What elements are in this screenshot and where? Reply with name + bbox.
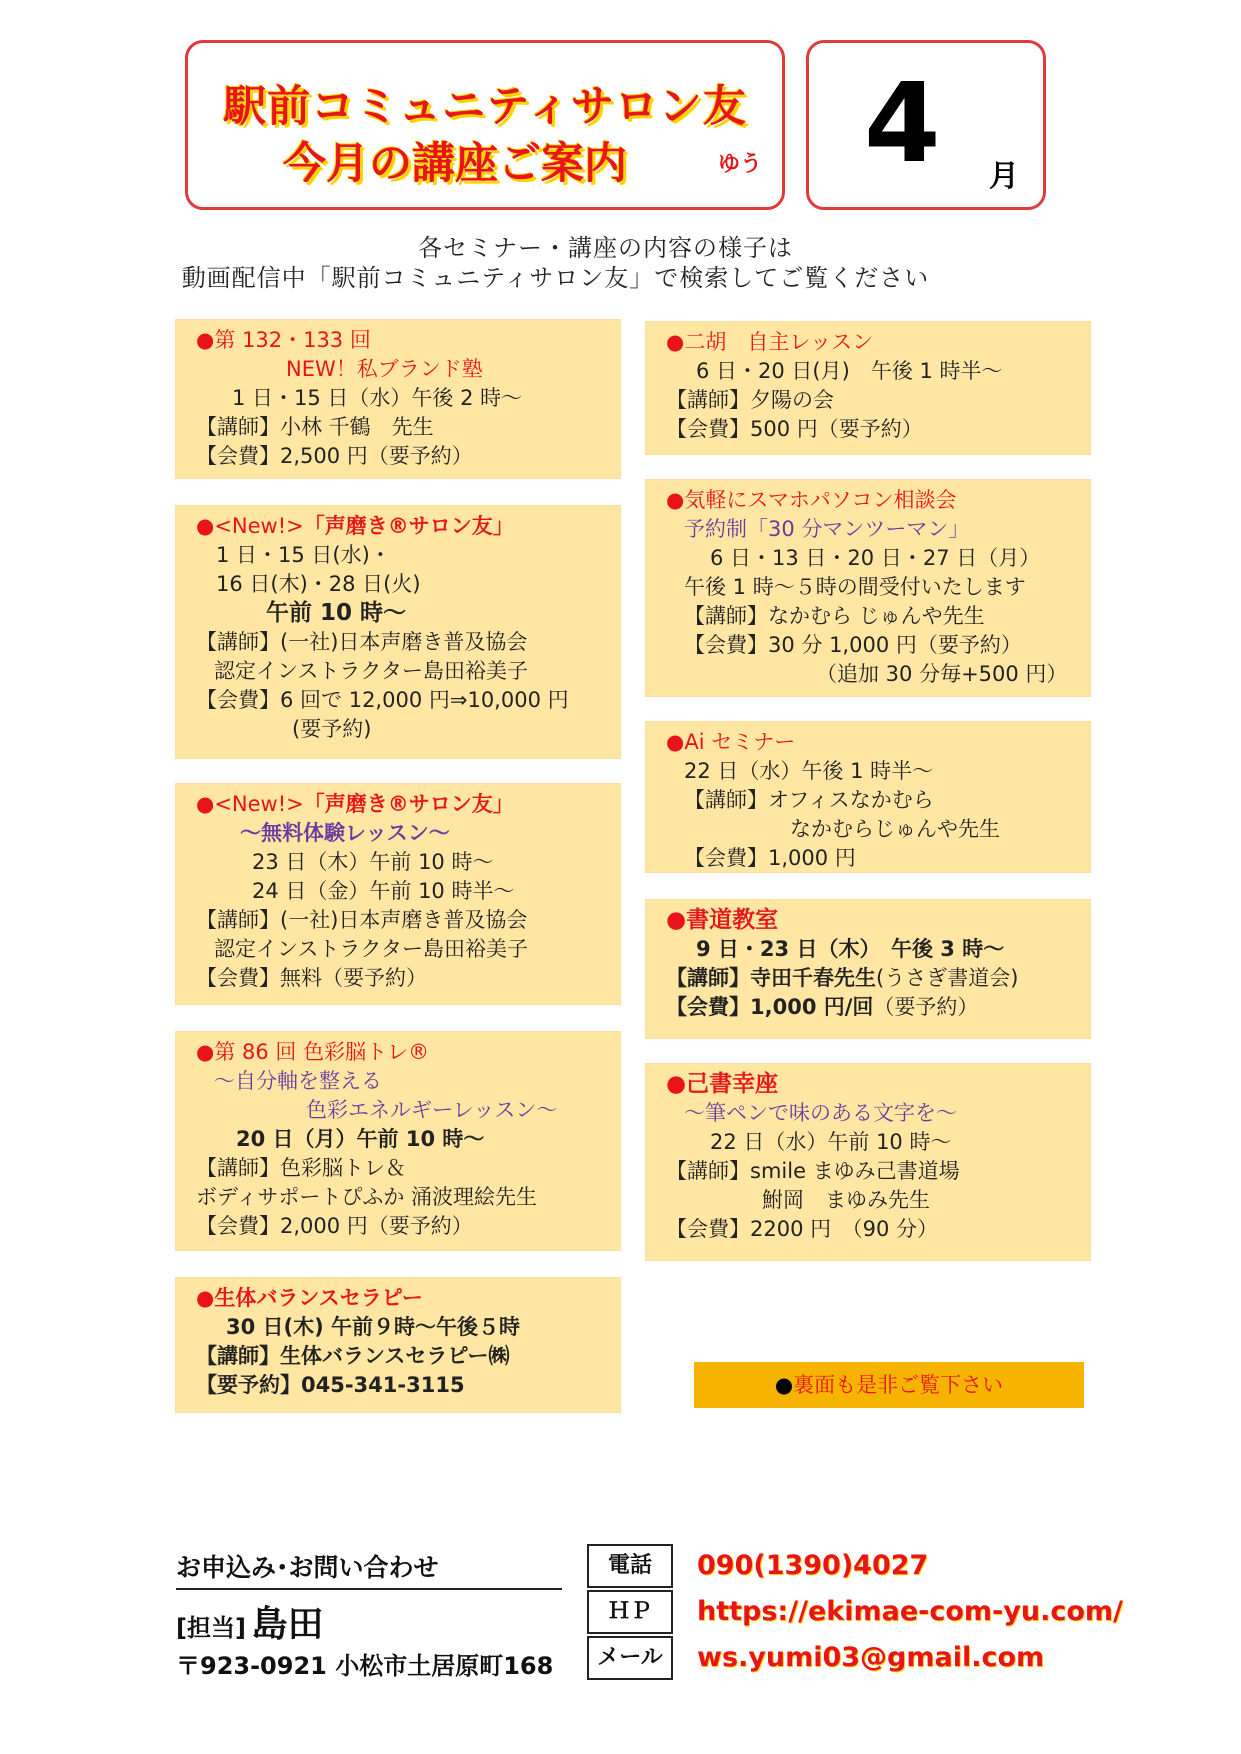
course-fee: 【会費】1,000 円 bbox=[684, 846, 856, 870]
course-fee: 【会費】1,000 円/回 bbox=[666, 995, 874, 1019]
course-teacher: 【講師】色彩脳トレ＆ bbox=[196, 1156, 406, 1180]
course-teacher-note: (うさぎ書道会) bbox=[876, 966, 1019, 990]
course-fee: 【会費】2,000 円（要予約） bbox=[196, 1214, 473, 1238]
course-date: 1 日・15 日（水）午後 2 時～ bbox=[232, 386, 523, 410]
course-title: ●気軽にスマホパソコン相談会 bbox=[666, 488, 957, 512]
title-line2: 今月の講座ご案内 bbox=[283, 139, 627, 189]
month-box bbox=[806, 40, 1046, 210]
email-label: メール bbox=[587, 1636, 673, 1680]
course-date: 16 日(木)・28 日(火) bbox=[216, 572, 421, 596]
course-date: 1 日・15 日(水)・ bbox=[216, 543, 391, 567]
course-time: 午後 1 時～５時の間受付いたします bbox=[684, 575, 1026, 599]
back-side-note-text: 裏面も是非ご覧下さい bbox=[793, 1373, 1004, 1397]
bullet-icon: ● bbox=[196, 792, 215, 816]
course-card-calligraphy bbox=[646, 900, 1090, 1038]
footer-address: 〒923-0921 小松市土居原町168 bbox=[176, 1652, 554, 1680]
course-fee: 【会費】無料（要予約） bbox=[196, 966, 427, 990]
person-name: 島田 bbox=[251, 1604, 324, 1645]
course-card-brand bbox=[176, 320, 620, 478]
course-teacher: 【講師】(一社)日本声磨き普及協会 bbox=[196, 908, 528, 932]
course-card-color bbox=[176, 1032, 620, 1250]
course-date: 22 日（水）午前 10 時～ bbox=[710, 1130, 952, 1154]
course-title: ●二胡 自主レッスン bbox=[666, 330, 874, 354]
course-fee: 【会費】30 分 1,000 円（要予約） bbox=[684, 633, 1022, 657]
person-prefix: [担当] bbox=[176, 1614, 246, 1642]
course-title: ●己書幸座 bbox=[666, 1071, 779, 1097]
intro-line2: 動画配信中「駅前コミュニティサロン友」で検索してご覧ください bbox=[181, 264, 930, 292]
bullet-icon: ● bbox=[774, 1373, 794, 1397]
course-teacher: 認定インストラクター島田裕美子 bbox=[214, 937, 528, 961]
course-teacher: 【講師】夕陽の会 bbox=[666, 388, 834, 412]
course-teacher: 【講師】(一社)日本声磨き普及協会 bbox=[196, 630, 528, 654]
course-card-smartphone bbox=[646, 480, 1090, 696]
title-box bbox=[185, 40, 785, 210]
month-number: 4 bbox=[864, 59, 941, 187]
course-teacher: 鮒岡 まゆみ先生 bbox=[762, 1188, 930, 1212]
course-subtitle: ～自分軸を整える bbox=[214, 1069, 382, 1093]
course-teacher: 【講師】オフィスなかむら bbox=[684, 788, 934, 812]
course-subtitle: ～筆ペンで味のある文字を～ bbox=[684, 1101, 957, 1125]
month-unit: 月 bbox=[989, 159, 1019, 194]
course-title: ●Ai セミナー bbox=[666, 730, 796, 754]
course-fee: (要予約) bbox=[292, 717, 372, 741]
course-title: 「声磨き®サロン友」 bbox=[303, 514, 514, 538]
course-date: 22 日（水）午後 1 時半～ bbox=[684, 759, 934, 783]
course-fee-note: （要予約） bbox=[873, 995, 979, 1019]
course-teacher: ボディサポートぴふか 涌波理絵先生 bbox=[196, 1185, 537, 1209]
course-date: 30 日(木) 午前９時～午後５時 bbox=[226, 1315, 521, 1339]
bullet-icon: ● bbox=[196, 514, 215, 538]
email-link[interactable]: ws.yumi03@gmail.com bbox=[697, 1642, 1045, 1673]
course-teacher: 【講師】生体バランスセラピー㈱ bbox=[196, 1344, 510, 1368]
course-teacher: 【講師】寺田千春先生 bbox=[666, 966, 876, 990]
phone-label: 電話 bbox=[587, 1544, 673, 1588]
course-title: ●第 132・133 回 bbox=[196, 328, 371, 352]
course-card-ai bbox=[646, 722, 1090, 872]
course-subtitle: 色彩エネルギーレッスン～ bbox=[306, 1098, 558, 1122]
course-date: 24 日（金）午前 10 時半～ bbox=[252, 879, 515, 903]
course-date: 20 日（月）午前 10 時～ bbox=[236, 1127, 485, 1151]
intro-line1: 各セミナー・講座の内容の様子は bbox=[418, 234, 793, 262]
course-fee: 【会費】2,500 円（要予約） bbox=[196, 444, 473, 468]
course-subtitle: NEW！私ブランド塾 bbox=[286, 357, 483, 381]
course-date: 23 日（木）午前 10 時～ bbox=[252, 850, 494, 874]
footer-person bbox=[176, 1596, 324, 1647]
course-date: 9 日・23 日（木） 午後 3 時～ bbox=[696, 937, 1005, 961]
course-card-voice-trial bbox=[176, 784, 620, 1004]
footer-label: お申込み･お問い合わせ bbox=[176, 1553, 439, 1582]
course-phone: 【要予約】045-341-3115 bbox=[196, 1373, 465, 1397]
course-subtitle: 予約制「30 分マンツーマン」 bbox=[684, 517, 970, 541]
course-fee: 【会費】500 円（要予約） bbox=[666, 417, 923, 441]
course-title: ●第 86 回 色彩脳トレ® bbox=[196, 1040, 430, 1064]
course-card-erhu bbox=[646, 322, 1090, 454]
course-title: ●生体バランスセラピー bbox=[196, 1286, 423, 1310]
course-card-balance bbox=[176, 1278, 620, 1412]
course-fee: 【会費】2200 円 （90 分） bbox=[666, 1217, 939, 1241]
course-title: ●書道教室 bbox=[666, 907, 779, 933]
course-date: 6 日・20 日(月) 午後 1 時半～ bbox=[696, 359, 1003, 383]
course-teacher: 【講師】小林 千鶴 先生 bbox=[196, 415, 434, 439]
course-card-voice bbox=[176, 506, 620, 758]
course-teacher: なかむらじゅんや先生 bbox=[790, 817, 1000, 841]
course-fee: 【会費】6 回で 12,000 円⇒10,000 円 bbox=[196, 688, 569, 712]
title-line1: 駅前コミュニティサロン友 bbox=[223, 82, 747, 132]
course-fee: （追加 30 分毎+500 円） bbox=[816, 662, 1068, 686]
course-new-tag: <New!> bbox=[214, 514, 304, 538]
course-title: 「声磨き®サロン友」 bbox=[303, 792, 514, 816]
course-teacher: 【講師】smile まゆみ己書道場 bbox=[666, 1159, 960, 1183]
phone-number[interactable]: 090(1390)4027 bbox=[697, 1550, 929, 1581]
course-teacher: 【講師】なかむら じゅんや先生 bbox=[684, 604, 985, 628]
title-ruby: ゆう bbox=[717, 152, 762, 177]
back-side-note bbox=[694, 1362, 1084, 1408]
homepage-label: ＨＰ bbox=[587, 1590, 673, 1634]
course-subtitle: ～無料体験レッスン～ bbox=[240, 821, 450, 845]
footer-divider bbox=[176, 1588, 562, 1590]
homepage-link[interactable]: https://ekimae-com-yu.com/ bbox=[697, 1596, 1123, 1627]
course-date: 6 日・13 日・20 日・27 日（月） bbox=[710, 546, 1041, 570]
course-teacher: 認定インストラクター島田裕美子 bbox=[214, 659, 528, 683]
course-card-koshogoza bbox=[646, 1064, 1090, 1260]
course-new-tag: <New!> bbox=[214, 792, 304, 816]
course-time: 午前 10 時～ bbox=[266, 600, 407, 626]
